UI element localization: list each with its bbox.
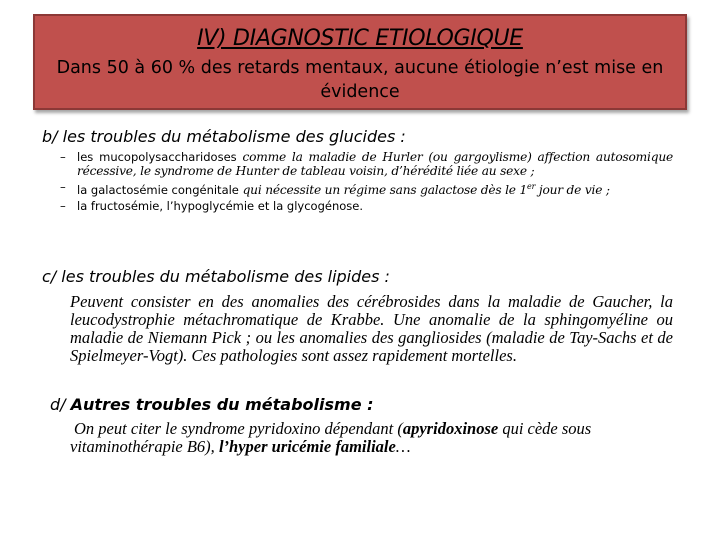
bullet-dash: – <box>60 199 66 214</box>
bullet-item-galactosemie <box>60 180 673 198</box>
section-d-heading-bold: Autres troubles du métabolisme : <box>70 395 374 414</box>
bullet-dash: – <box>60 180 66 194</box>
slide-subtitle: Dans 50 à 60 % des retards mentaux, aucune étiologie n’est mise en évidence <box>56 58 664 102</box>
bullet-lead: les mucopolysaccharidoses <box>77 150 237 164</box>
section-d-heading-prefix: d/ <box>50 395 71 414</box>
slide-title: IV) DIAGNOSTIC ETIOLOGIQUE <box>197 26 523 51</box>
bullet-text: qui nécessite un régime sans galactose dès le 1 <box>238 183 528 198</box>
bullet-text-end: jour de vie ; <box>535 183 610 198</box>
section-d-heading <box>50 395 374 414</box>
section-d-text-start: On peut citer le syndrome pyridoxino dépendant ( <box>74 419 403 438</box>
section-d-text-mid: qui cède sous vitaminothérapie B6), <box>70 419 592 456</box>
section-d-text-end: … <box>395 437 411 456</box>
bullet-superscript: er <box>527 182 536 191</box>
section-b-bullet-list <box>60 150 673 215</box>
bullet-lead: la galactosémie congénitale <box>77 183 239 198</box>
bullet-item-fructosemie <box>60 199 673 214</box>
section-b-heading: b/ les troubles du métabolisme des glucides : <box>42 127 406 146</box>
bullet-text: comme la maladie de Hurler (ou gargoylisme) affection autosomique récessive, le syndrome de Hunter de tableau voisin, d’hérédité liée au sexe ; <box>77 150 673 178</box>
bullet-lead: la fructosémie, l’hypoglycémie et la glycogénose. <box>77 199 364 214</box>
apyridoxinose-term: apyridoxinose <box>402 419 499 438</box>
hyper-uricemie-term: l’hyper uricémie familiale <box>218 437 396 456</box>
section-c-heading: c/ les troubles du métabolisme des lipides : <box>42 267 390 286</box>
section-d-paragraph <box>70 420 670 456</box>
title-banner <box>33 14 687 110</box>
bullet-dash: – <box>60 150 66 164</box>
bullet-item-mucopolysaccharidoses <box>60 150 673 178</box>
section-c-paragraph: Peuvent consister en des anomalies des cérébrosides dans la maladie de Gaucher, la leucodystrophie métachromatique de Krabbe. Une anomalie de la sphingomyéline ou maladie de Niemann Pick ; ou les anomalies des gangliosides (maladie de Tay-Sachs et de Spielmeyer-Vogt). Ces pathologies sont assez rapidement mortelles. <box>70 292 673 365</box>
